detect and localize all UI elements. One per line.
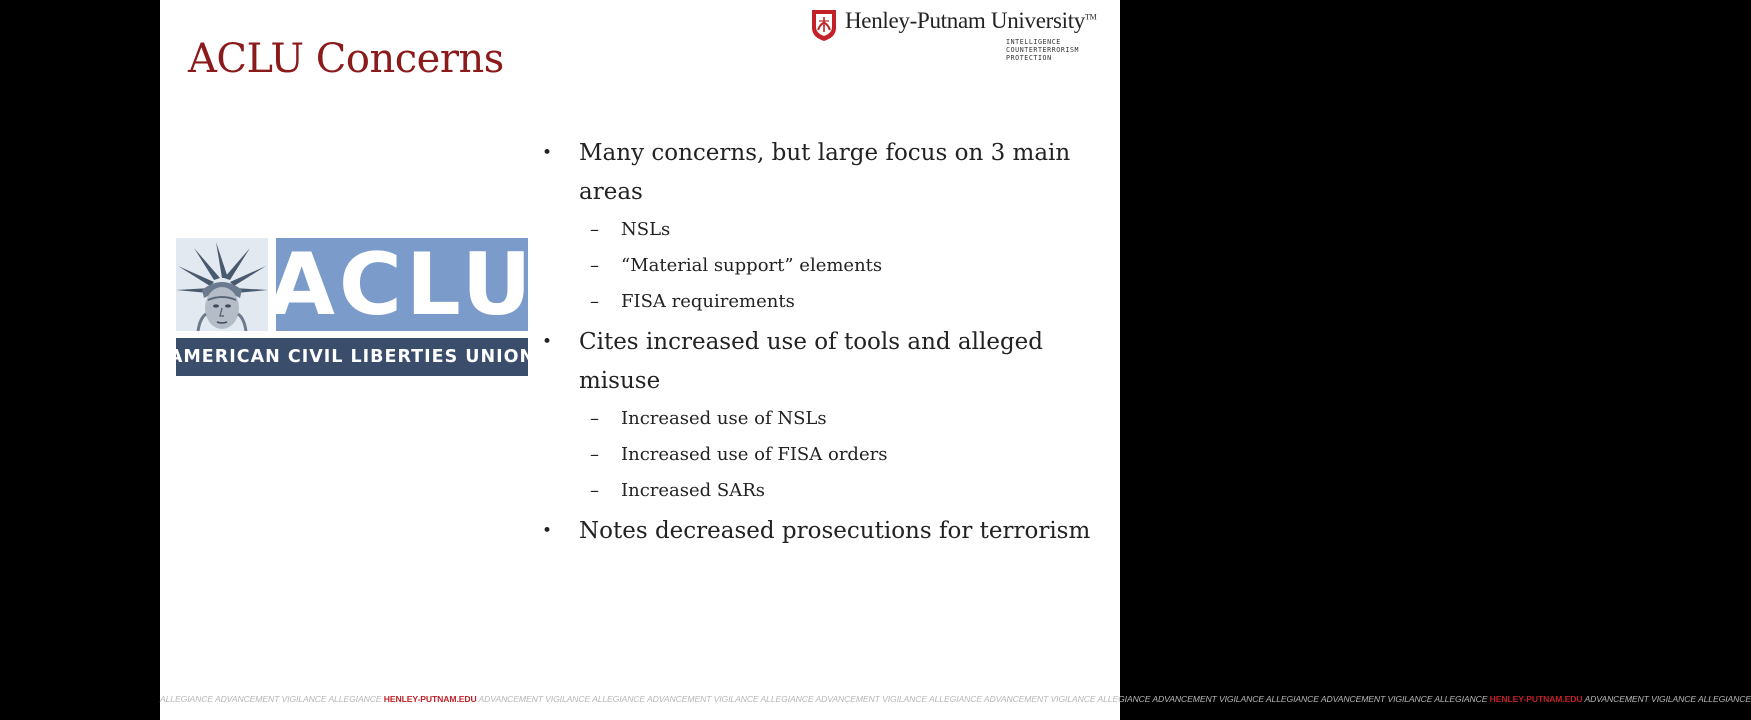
sub-bullet-item: – FISA requirements — [542, 284, 1102, 320]
dash-icon: – — [590, 408, 599, 429]
bullet-text-line: areas — [579, 179, 643, 205]
footer-website-link[interactable]: HENLEY-PUTNAM.EDU — [383, 694, 477, 704]
sub-bullet-item: – Increased SARs — [542, 473, 1102, 509]
aclu-full-name: AMERICAN CIVIL LIBERTIES UNION — [176, 338, 528, 376]
bullet-text-line: Many concerns, but large focus on 3 main — [579, 140, 1071, 166]
bullet-text-line: Notes decreased prosecutions for terrorism — [579, 518, 1091, 544]
university-branding — [810, 6, 1110, 66]
bullet-icon: • — [542, 332, 553, 352]
dash-icon: – — [590, 219, 599, 240]
slide — [160, 0, 1751, 720]
tagline: INTELLIGENCE — [1006, 38, 1061, 46]
sub-bullet-item: – Increased use of FISA orders — [542, 437, 1102, 473]
bullet-icon: • — [542, 143, 553, 163]
aclu-wordmark: ACLU — [268, 234, 536, 335]
dash-icon: – — [590, 480, 599, 501]
university-crest-icon — [810, 8, 838, 42]
dash-icon: – — [590, 291, 599, 312]
bullet-item — [542, 512, 1102, 551]
footer-banner: ALLEGIANCE ADVANCEMENT VIGILANCE ALLEGIANCE HENLEY-PUTNAM.EDU ADVANCEMENT VIGILANCE ALLEGIANCE ADVANCEMENT VIGILANCE ALLEGIANCE ADVANCEMENT VIGILANCE ALLEGIANCE ADVANCEMENT VIGILANCE ALLEGIANCE ADVANCEMENT VIGILANCE ALLEGIANCE ADVANCEMENT VIGILANCE ALLEGIANCE HENLEY-PUTNAM.EDU ADVANCEMENT VIGILANCE ALLEGIANCE — [160, 694, 1751, 704]
bullet-text-line: Cites increased use of tools and alleged — [579, 329, 1044, 355]
sub-bullet-item: – NSLs — [542, 212, 1102, 248]
sub-bullet-item: – Increased use of NSLs — [542, 401, 1102, 437]
bullet-list — [542, 134, 1102, 551]
tagline: COUNTERTERRORISM — [1006, 46, 1080, 54]
dash-icon: – — [590, 255, 599, 276]
sub-bullet-item: – “Material support” elements — [542, 248, 1102, 284]
bullet-text-line: misuse — [579, 368, 661, 394]
footer-website-link[interactable]: HENLEY-PUTNAM.EDU — [1489, 694, 1583, 704]
tagline: PROTECTION — [1006, 54, 1052, 62]
slide-title: ACLU Concerns — [188, 36, 504, 82]
bullet-item — [542, 323, 1102, 401]
dash-icon: – — [590, 444, 599, 465]
university-taglines — [1006, 38, 1079, 62]
university-name: Henley-Putnam University™ — [845, 8, 1097, 33]
bullet-item — [542, 134, 1102, 212]
bullet-icon: • — [542, 521, 553, 541]
statue-of-liberty-icon — [176, 238, 268, 331]
aclu-logo — [168, 234, 536, 376]
